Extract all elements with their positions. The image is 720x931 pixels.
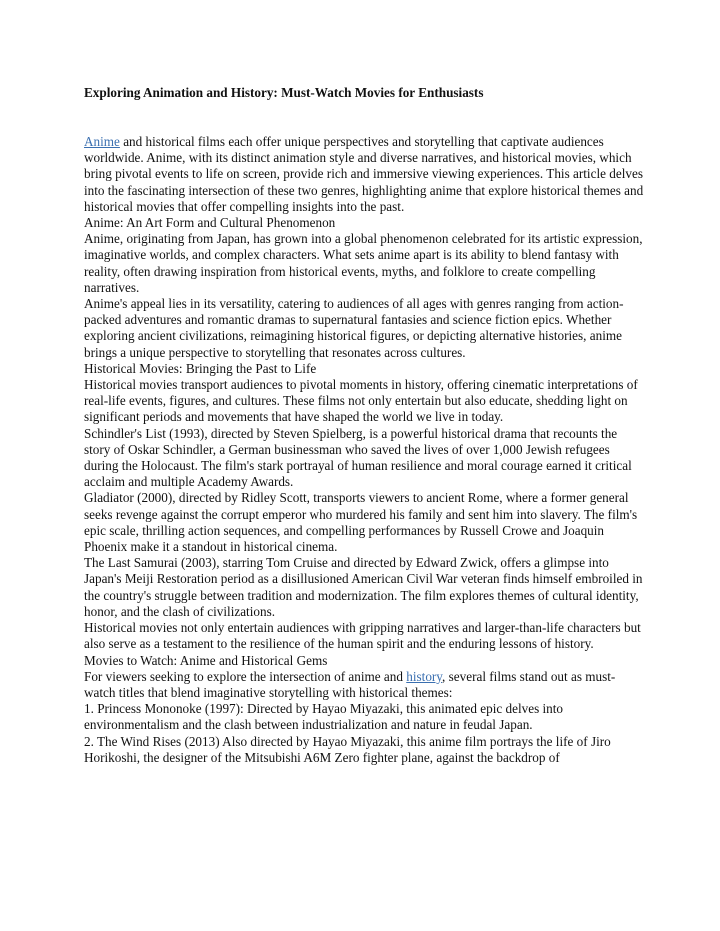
document-title: Exploring Animation and History: Must-Watch Movies for Enthusiasts xyxy=(84,85,484,100)
historical-paragraph-closing: Historical movies not only entertain audiences with gripping narratives and larger-than-life characters but also serve as a testament to the resilience of the human spirit and the enduring lessons of history. xyxy=(84,620,641,652)
anime-paragraph-1: Anime, originating from Japan, has grown into a global phenomenon celebrated for its artistic expression, imaginative worlds, and complex characters. What sets anime apart is its ability to blend fantasy with reality, often drawing inspiration from historical events, myths, and folklore to create compelling narratives. xyxy=(84,231,643,295)
document-body xyxy=(84,134,644,766)
movies-intro-before: For viewers seeking to explore the intersection of anime and xyxy=(84,668,407,684)
intro-text: and historical films each offer unique perspectives and storytelling that captivate audiences worldwide. Anime, with its distinct animation style and diverse narratives, and historical movies, which bring pivotal events to life on screen, provide rich and immersive viewing experiences. This article delves into the fascinating intersection of these two genres, highlighting anime that explore historical themes and historical movies that offer compelling insights into the past. xyxy=(84,134,644,214)
anime-link[interactable]: Anime xyxy=(84,134,120,149)
section-heading-anime: Anime: An Art Form and Cultural Phenomenon xyxy=(84,215,336,231)
historical-paragraph-1: Historical movies transport audiences to pivotal moments in history, offering cinematic interpretations of real-life events, figures, and cultures. These films not only entertain but also educate, shedding light on significant periods and movements that have shaped the world we live in today. xyxy=(84,377,638,425)
history-link[interactable]: history xyxy=(406,668,443,684)
list-item-the-wind-rises: 2. The Wind Rises (2013) Also directed by Hayao Miyazaki, this anime film portrays the life of Jiro Horikoshi, the designer of the Mitsubishi A6M Zero fighter plane, against the backdrop of xyxy=(84,733,611,765)
section-heading-historical-movies: Historical Movies: Bringing the Past to Life xyxy=(84,360,317,376)
movies-to-watch-intro xyxy=(84,669,644,701)
gladiator-paragraph: Gladiator (2000), directed by Ridley Scott, transports viewers to ancient Rome, where a former general seeks revenge against the corrupt emperor who murdered his family and sent him into slavery. The film's epic scale, thrilling action sequences, and compelling performances by Russell Crowe and Joaquin Phoenix make it a standout in historical cinema. xyxy=(84,490,638,555)
intro-paragraph xyxy=(84,134,644,215)
anime-paragraph-2: Anime's appeal lies in its versatility, catering to audiences of all ages with genres ranging from action-packed adventures and romantic dramas to supernatural fantasies and science fiction epics. Whether exploring ancient civilizations, reimagining historical figures, or depicting alternative histories, anime brings a unique perspective to storytelling that resonates across cultures. xyxy=(84,296,624,360)
section-heading-movies-to-watch: Movies to Watch: Anime and Historical Gems xyxy=(84,652,328,668)
movies-intro-after: , several films stand out as must-watch titles that blend imaginative storytelling with historical themes: xyxy=(84,668,616,700)
list-item-princess-mononoke: 1. Princess Mononoke (1997): Directed by Hayao Miyazaki, this animated epic delves into environmentalism and the clash between industrialization and nature in feudal Japan. xyxy=(84,701,564,733)
schindlers-list-paragraph: Schindler's List (1993), directed by Steven Spielberg, is a powerful historical drama that recounts the story of Oskar Schindler, a German businessman who saved the lives of over 1,000 Jewish refugees during the Holocaust. The film's stark portrayal of human resilience and moral courage earned it critical acclaim and multiple Academy Awards. xyxy=(84,425,632,490)
last-samurai-paragraph: The Last Samurai (2003), starring Tom Cruise and directed by Edward Zwick, offers a glimpse into Japan's Meiji Restoration period as a disillusioned American Civil War veteran finds himself embroiled in the country's struggle between tradition and modernization. The film explores themes of cultural identity, honor, and the clash of civilizations. xyxy=(84,555,643,619)
